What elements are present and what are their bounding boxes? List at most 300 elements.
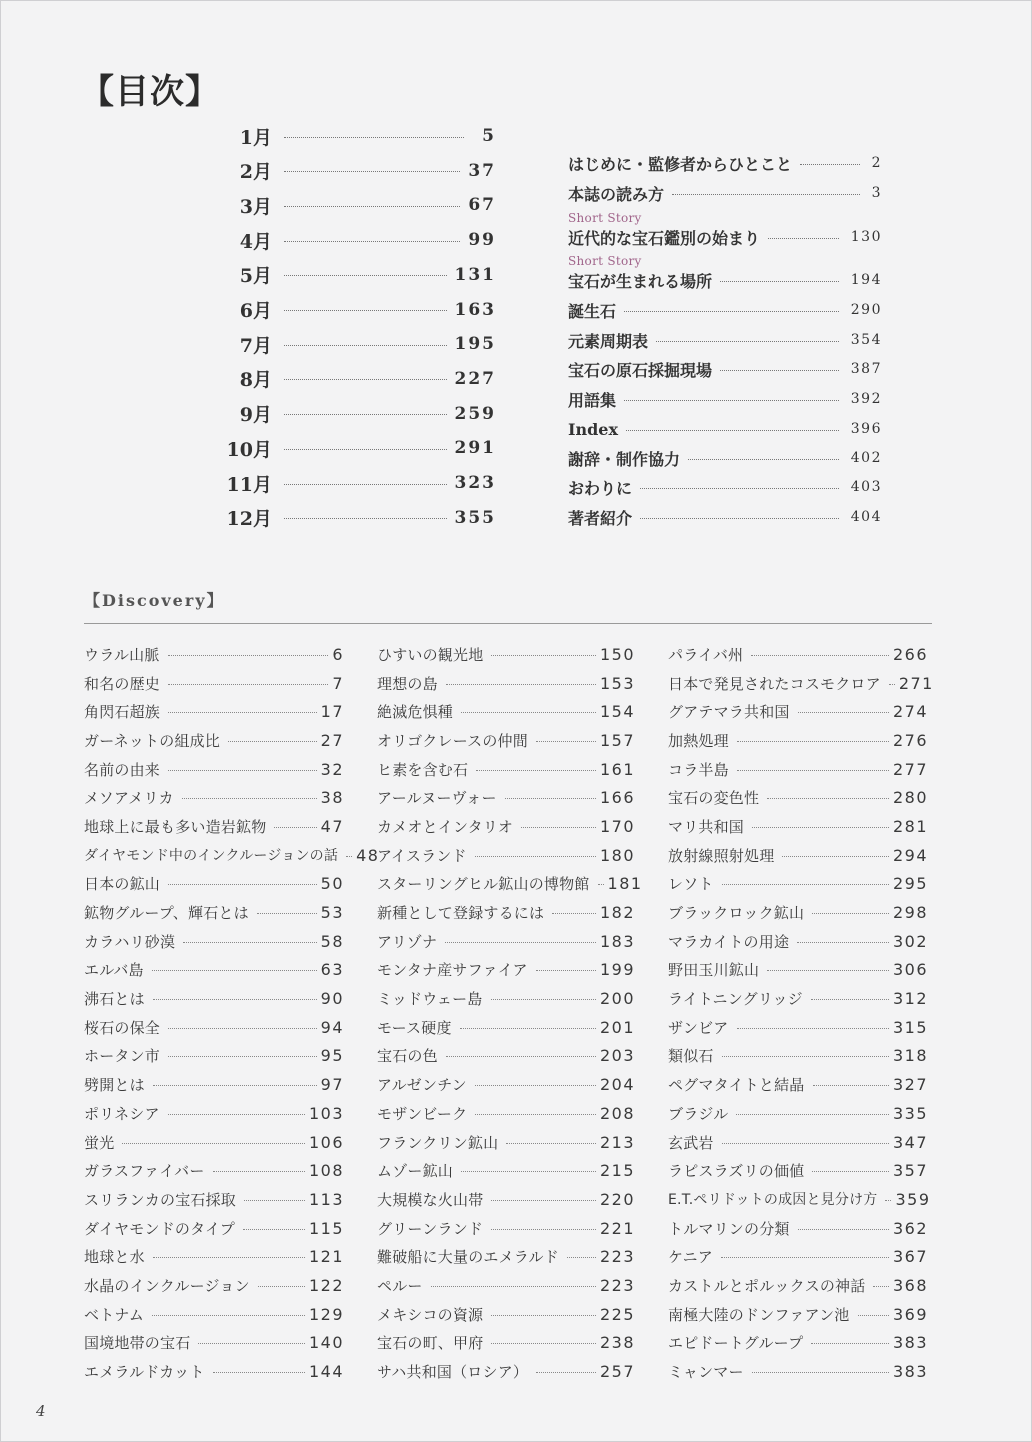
discovery-entry[interactable]	[668, 1185, 931, 1214]
entry-label: 地球上に最も多い造岩鉱物	[84, 817, 267, 836]
entry-page: 354	[850, 332, 882, 348]
discovery-entry[interactable]	[668, 841, 928, 870]
dot-leader	[284, 171, 460, 172]
dot-leader	[800, 164, 860, 165]
entry-page: 369	[892, 1304, 928, 1324]
dot-leader	[446, 1056, 596, 1057]
discovery-entry[interactable]	[668, 812, 928, 841]
entry-page: 183	[599, 931, 635, 951]
discovery-entry[interactable]	[377, 669, 635, 698]
month-label: 2月	[239, 161, 272, 184]
discovery-entry[interactable]	[377, 1300, 635, 1329]
entry-page: 357	[892, 1161, 928, 1181]
dot-leader	[168, 684, 328, 685]
discovery-entry[interactable]	[668, 1013, 928, 1042]
dot-leader	[768, 238, 839, 239]
entry-page: 129	[308, 1304, 344, 1324]
entry-label: レソト	[668, 875, 714, 894]
month-label: 12月	[226, 508, 272, 531]
entry-label: モース硬度	[377, 1018, 452, 1037]
entry-label: 元素周期表	[568, 331, 649, 351]
discovery-entry[interactable]	[668, 1042, 928, 1071]
discovery-entry[interactable]	[377, 1185, 635, 1214]
discovery-entry[interactable]	[377, 1271, 635, 1300]
discovery-entry[interactable]	[377, 697, 635, 726]
discovery-entry[interactable]	[668, 956, 928, 985]
month-label: 9月	[239, 404, 272, 427]
entry-label: グアテマラ共和国	[668, 703, 790, 722]
entry-label: 加熱処理	[668, 731, 729, 750]
dot-leader	[797, 942, 889, 943]
discovery-entry[interactable]	[668, 1357, 928, 1386]
discovery-entry[interactable]	[668, 640, 928, 669]
entry-page: 302	[892, 931, 928, 951]
front-matter-entry[interactable]	[568, 224, 882, 250]
dot-leader	[168, 1114, 305, 1115]
dot-leader	[536, 1372, 596, 1373]
entry-page: 225	[599, 1304, 635, 1324]
front-matter-entry[interactable]	[568, 267, 882, 293]
dot-leader	[183, 942, 316, 943]
discovery-entry[interactable]	[377, 1042, 635, 1071]
entry-page: 182	[599, 903, 635, 923]
discovery-entry[interactable]	[377, 726, 635, 755]
dot-leader	[752, 1372, 889, 1373]
dot-leader	[198, 1343, 305, 1344]
discovery-entry[interactable]	[668, 1099, 928, 1128]
month-entry[interactable]	[220, 156, 496, 186]
month-page: 323	[454, 473, 496, 493]
entry-page: 153	[599, 673, 635, 693]
discovery-entry[interactable]	[668, 783, 928, 812]
dot-leader	[491, 655, 596, 656]
dot-leader	[720, 370, 839, 371]
dot-leader	[722, 1143, 889, 1144]
discovery-entry[interactable]	[377, 1329, 635, 1358]
front-matter-entry[interactable]	[568, 386, 882, 412]
entry-page: 402	[850, 450, 882, 466]
dot-leader	[505, 798, 596, 799]
dot-leader	[153, 999, 317, 1000]
discovery-entry[interactable]	[668, 1242, 928, 1271]
discovery-entry[interactable]	[377, 783, 635, 812]
entry-label: 鉱物グループ、輝石とは	[84, 904, 249, 923]
month-entry[interactable]	[220, 433, 496, 463]
entry-page: 108	[308, 1161, 344, 1181]
discovery-entry[interactable]	[84, 812, 344, 841]
entry-label: 難破船に大量のエメラルド	[377, 1248, 559, 1267]
page-title: 【目次】	[80, 72, 220, 112]
discovery-entry[interactable]	[84, 984, 344, 1013]
entry-page: 223	[599, 1247, 635, 1267]
discovery-entry[interactable]	[377, 898, 635, 927]
front-matter-entry[interactable]	[568, 150, 882, 176]
entry-page: 383	[892, 1362, 928, 1382]
dot-leader	[722, 1056, 889, 1057]
discovery-entry[interactable]	[668, 1070, 928, 1099]
discovery-entry[interactable]	[377, 956, 635, 985]
entry-page: 204	[599, 1075, 635, 1095]
entry-label: ダイヤモンド中のインクルージョンの話	[84, 848, 339, 865]
discovery-entry[interactable]	[377, 1070, 635, 1099]
entry-label: 近代的な宝石鑑別の始まり	[568, 228, 761, 248]
month-entry[interactable]	[220, 329, 496, 359]
dot-leader	[213, 1372, 305, 1373]
entry-page: 276	[892, 730, 928, 750]
entry-label: エメラルドカット	[84, 1363, 205, 1382]
entry-page: 368	[892, 1275, 928, 1295]
entry-label: 沸石とは	[84, 990, 145, 1009]
entry-page: 213	[599, 1132, 635, 1152]
dot-leader	[445, 942, 596, 943]
month-label: 8月	[239, 369, 272, 392]
discovery-entry[interactable]	[668, 927, 928, 956]
dot-leader	[284, 345, 447, 346]
dot-leader	[284, 241, 460, 242]
entry-label: 著者紹介	[568, 508, 633, 528]
discovery-entry[interactable]	[84, 1357, 344, 1386]
discovery-entry[interactable]	[84, 870, 344, 899]
entry-label: 宝石の町、甲府	[377, 1334, 484, 1353]
month-page: 259	[454, 403, 496, 424]
dot-leader	[122, 1143, 305, 1144]
discovery-entry[interactable]	[84, 669, 344, 698]
entry-page: 113	[308, 1189, 344, 1209]
dot-leader	[476, 770, 596, 771]
entry-label: エルバ島	[84, 961, 144, 980]
entry-page: 335	[892, 1103, 928, 1123]
month-label: 5月	[239, 265, 272, 288]
discovery-entry[interactable]	[377, 841, 635, 870]
dot-leader	[168, 655, 329, 656]
entry-label: 日本で発見されたコスモクロア	[668, 674, 881, 693]
dot-leader	[567, 1257, 596, 1258]
entry-page: 17	[320, 702, 344, 722]
discovery-entry[interactable]	[377, 1242, 635, 1271]
discovery-entry[interactable]	[84, 1128, 344, 1157]
discovery-entry[interactable]	[84, 1013, 344, 1042]
dot-leader	[284, 518, 447, 519]
entry-label: 理想の島	[377, 674, 438, 693]
entry-label: 地球と水	[84, 1248, 145, 1267]
entry-page: 166	[599, 788, 635, 808]
front-matter-entry[interactable]	[568, 180, 882, 206]
entry-page: 58	[320, 931, 344, 951]
discovery-entry[interactable]	[84, 956, 344, 985]
dot-leader	[798, 1229, 889, 1230]
entry-page: 161	[599, 759, 635, 779]
front-matter-entry[interactable]	[568, 327, 882, 353]
entry-label: 放射線照射処理	[668, 846, 775, 865]
discovery-entry[interactable]	[377, 1357, 635, 1386]
entry-label: モザンビーク	[377, 1104, 468, 1123]
entry-label: スターリングヒル鉱山の博物館	[377, 875, 590, 894]
month-label: 7月	[239, 334, 272, 357]
entry-label: Index	[568, 419, 619, 439]
dot-leader	[737, 1028, 889, 1029]
front-matter-entry[interactable]	[568, 445, 882, 471]
dot-leader	[213, 1171, 305, 1172]
month-entry[interactable]	[220, 503, 496, 533]
month-entry[interactable]	[220, 225, 496, 255]
discovery-entry[interactable]	[668, 1329, 928, 1358]
entry-page: 157	[599, 730, 635, 750]
month-page: 291	[454, 438, 496, 459]
discovery-entry[interactable]	[84, 640, 344, 669]
entry-page: 221	[599, 1218, 635, 1238]
discovery-entry[interactable]	[84, 783, 344, 812]
entry-label: 大規模な火山帯	[377, 1190, 484, 1209]
dot-leader	[258, 1286, 305, 1287]
front-matter-entry[interactable]	[568, 504, 882, 530]
discovery-entry[interactable]	[84, 1214, 344, 1243]
discovery-entry[interactable]	[377, 1013, 635, 1042]
entry-label: 角閃石超族	[84, 703, 161, 722]
discovery-entry[interactable]	[377, 1214, 635, 1243]
entry-label: 絶滅危惧種	[377, 703, 454, 722]
entry-page: 290	[850, 302, 882, 318]
dot-leader	[284, 449, 447, 450]
month-label: 6月	[239, 300, 272, 322]
entry-label: 蛍光	[84, 1133, 115, 1152]
entry-page: 327	[892, 1075, 928, 1095]
dot-leader	[168, 884, 317, 885]
entry-label: メソアメリカ	[84, 789, 174, 808]
dot-leader	[873, 1286, 889, 1287]
discovery-entry[interactable]	[668, 726, 928, 755]
entry-page: 359	[895, 1189, 931, 1209]
entry-page: 50	[320, 874, 344, 894]
discovery-entry[interactable]	[377, 927, 635, 956]
month-page: 99	[468, 230, 496, 251]
entry-page: 315	[892, 1017, 928, 1037]
entry-page: 347	[892, 1132, 928, 1152]
discovery-entry[interactable]	[377, 1128, 635, 1157]
entry-page: 27	[320, 730, 344, 750]
discovery-entry[interactable]	[668, 697, 928, 726]
entry-label: 宝石の原石採掘現場	[568, 360, 713, 380]
dot-leader	[491, 1200, 596, 1201]
page-number: 4	[36, 1402, 46, 1420]
entry-label: 和名の歴史	[84, 674, 161, 693]
entry-label: 玄武岩	[668, 1133, 714, 1152]
entry-page: 97	[320, 1075, 344, 1095]
dot-leader	[752, 827, 889, 828]
dot-leader	[284, 206, 460, 207]
entry-page: 144	[308, 1362, 344, 1382]
entry-page: 281	[892, 816, 928, 836]
discovery-entry[interactable]	[84, 1156, 344, 1185]
entry-page: 121	[308, 1247, 344, 1267]
entry-label: メキシコの資源	[377, 1305, 484, 1324]
entry-label: グリーンランド	[377, 1219, 484, 1238]
discovery-entry[interactable]	[668, 1156, 928, 1185]
dot-leader	[284, 414, 447, 415]
dot-leader	[491, 999, 596, 1000]
front-matter-entry[interactable]	[568, 416, 882, 442]
discovery-entry[interactable]	[84, 1185, 344, 1214]
entry-page: 392	[850, 391, 882, 407]
discovery-entry[interactable]	[84, 1070, 344, 1099]
discovery-divider	[84, 623, 932, 624]
month-entry[interactable]	[220, 121, 496, 151]
entry-page: 90	[320, 989, 344, 1009]
discovery-entry[interactable]	[84, 1242, 344, 1271]
discovery-entry[interactable]	[668, 870, 928, 899]
month-label: 1月	[239, 126, 272, 149]
dot-leader	[858, 1315, 889, 1316]
dot-leader	[889, 684, 895, 685]
entry-label: オリゴクレースの仲間	[377, 731, 528, 750]
dot-leader	[624, 400, 839, 401]
discovery-entry[interactable]	[377, 984, 635, 1013]
dot-leader	[672, 194, 860, 195]
dot-leader	[475, 1085, 596, 1086]
discovery-entry[interactable]	[84, 726, 344, 755]
dot-leader	[720, 281, 839, 282]
entry-page: 220	[599, 1189, 635, 1209]
discovery-entry[interactable]	[668, 984, 928, 1013]
dot-leader	[168, 770, 317, 771]
dot-leader	[640, 488, 839, 489]
entry-page: 367	[892, 1247, 928, 1267]
month-label: 10月	[226, 438, 272, 461]
entry-label: 水晶のインクルージョン	[84, 1276, 250, 1295]
entry-page: 48	[356, 845, 380, 865]
discovery-entry[interactable]	[84, 841, 380, 870]
entry-page: 6	[332, 644, 344, 664]
entry-page: 203	[599, 1046, 635, 1066]
entry-page: 266	[892, 644, 928, 664]
entry-page: 280	[892, 788, 928, 808]
entry-page: 47	[320, 816, 344, 836]
month-entry[interactable]	[220, 399, 496, 429]
month-entry[interactable]	[220, 295, 496, 325]
discovery-entry[interactable]	[84, 1099, 344, 1128]
dot-leader	[624, 311, 839, 312]
dot-leader	[153, 1085, 317, 1086]
dot-leader	[626, 430, 839, 431]
entry-label: ペルー	[377, 1276, 423, 1295]
entry-label: トルマリンの分類	[668, 1219, 790, 1238]
entry-label: コラ半島	[668, 760, 729, 779]
discovery-entry[interactable]	[668, 1300, 928, 1329]
dot-leader	[182, 798, 317, 799]
entry-page: 106	[308, 1132, 344, 1152]
month-entry[interactable]	[220, 468, 496, 498]
entry-page: 274	[892, 702, 928, 722]
entry-page: 94	[320, 1017, 344, 1037]
month-entry[interactable]	[220, 260, 496, 290]
entry-label: スリランカの宝石採取	[84, 1190, 237, 1209]
dot-leader	[168, 1028, 317, 1029]
dot-leader	[737, 741, 889, 742]
month-entry[interactable]	[220, 364, 496, 394]
entry-page: 403	[850, 479, 882, 495]
entry-label: 劈開とは	[84, 1076, 145, 1095]
discovery-entry[interactable]	[84, 697, 344, 726]
discovery-entry[interactable]	[377, 812, 635, 841]
dot-leader	[153, 1257, 305, 1258]
discovery-entry[interactable]	[84, 1329, 344, 1358]
month-label: 11月	[226, 473, 272, 496]
entry-page: 294	[892, 845, 928, 865]
discovery-entry[interactable]	[84, 1300, 344, 1329]
entry-label: 本誌の読み方	[568, 184, 665, 204]
entry-page: 199	[599, 960, 635, 980]
entry-page: 257	[599, 1362, 635, 1382]
entry-label: アリゾナ	[377, 932, 438, 951]
discovery-entry[interactable]	[377, 1099, 635, 1128]
front-matter-entry[interactable]	[568, 474, 882, 500]
entry-label: 野田玉川鉱山	[668, 961, 760, 980]
dot-leader	[446, 684, 596, 685]
entry-page: 223	[599, 1275, 635, 1295]
entry-label: ケニア	[668, 1248, 714, 1267]
discovery-entry[interactable]	[84, 1042, 344, 1071]
discovery-entry[interactable]	[377, 640, 635, 669]
dot-leader	[152, 1315, 305, 1316]
entry-label: ブラジル	[668, 1104, 729, 1123]
entry-page: 53	[320, 903, 344, 923]
month-entry[interactable]	[220, 190, 496, 220]
front-matter-entry[interactable]	[568, 356, 882, 382]
discovery-entry[interactable]	[668, 1271, 928, 1300]
entry-label: ダイヤモンドのタイプ	[84, 1219, 235, 1238]
entry-label: エピドートグループ	[668, 1334, 804, 1353]
entry-page: 2	[871, 155, 882, 171]
entry-label: ポリネシア	[84, 1104, 160, 1123]
entry-label: カメオとインタリオ	[377, 817, 514, 836]
dot-leader	[812, 1171, 889, 1172]
discovery-entry[interactable]	[84, 898, 344, 927]
dot-leader	[736, 1114, 889, 1115]
entry-label: ザンビア	[668, 1018, 729, 1037]
entry-label: 新種として登録するには	[377, 904, 545, 923]
month-page: 131	[454, 264, 496, 285]
entry-label: マラカイトの用途	[668, 932, 790, 951]
discovery-entry[interactable]	[84, 755, 344, 784]
discovery-entry[interactable]	[668, 669, 934, 698]
discovery-entry[interactable]	[84, 927, 344, 956]
entry-label: ムゾー鉱山	[377, 1162, 454, 1181]
month-page: 67	[468, 195, 496, 216]
discovery-entry[interactable]	[84, 1271, 344, 1300]
entry-page: 103	[308, 1103, 344, 1123]
entry-page: 396	[850, 421, 882, 437]
front-matter-entry[interactable]	[568, 297, 882, 323]
discovery-entry[interactable]	[377, 1156, 635, 1185]
month-page: 163	[454, 299, 496, 320]
dot-leader	[656, 341, 839, 342]
discovery-entry[interactable]	[668, 1128, 928, 1157]
dot-leader	[813, 1085, 889, 1086]
discovery-entry[interactable]	[377, 755, 635, 784]
month-page: 195	[454, 334, 496, 355]
discovery-entry[interactable]	[668, 1214, 928, 1243]
discovery-entry[interactable]	[668, 755, 928, 784]
dot-leader	[460, 1028, 596, 1029]
entry-label: 名前の由来	[84, 760, 161, 779]
entry-page: 140	[308, 1333, 344, 1353]
discovery-entry[interactable]	[377, 870, 643, 899]
entry-label: サハ共和国（ロシア）	[377, 1363, 529, 1382]
dot-leader	[767, 970, 889, 971]
entry-page: 362	[892, 1218, 928, 1238]
discovery-entry[interactable]	[668, 898, 928, 927]
dot-leader	[491, 1229, 596, 1230]
discovery-column-2	[377, 640, 643, 1386]
